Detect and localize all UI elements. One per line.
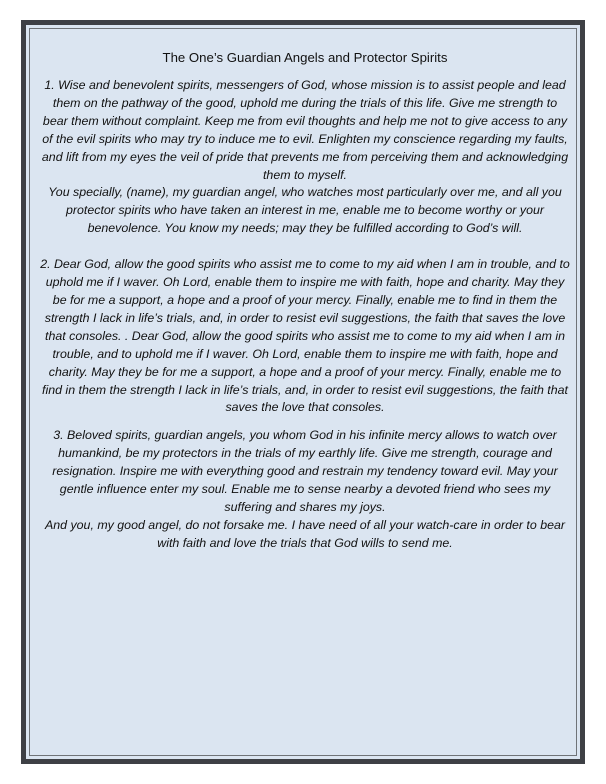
prayer-3-paragraph: 3. Beloved spirits, guardian angels, you whom God in his infinite mercy allows to watch over humankind, be my protectors in the trials of my earthly life. Give me strength, courage and resignation. Inspire me with everything good and restrain my tendency toward evil. May your gentle influence enter my soul. Enable me to sense nearby a devoted friend who sees my suffering and shares my joys.	[52, 428, 558, 514]
prayer-3-continuation: And you, my good angel, do not forsake me. I have need of all your watch-care in order to bear with faith and love the trials that God wills to send me.	[44, 517, 566, 550]
prayer-2-paragraph: 2. Dear God, allow the good spirits who assist me to come to my aid when I am in trouble, and to uphold me if I waver. Oh Lord, enable them to inspire me with faith, hope and charity. May they be for me a support, a hope and a proof of your mercy. Finally, enable me to find in them the strength I lack in life’s trials, and, in order to resist evil suggestions, the faith that saves the love that consoles. . Dear God, allow the good spirits who assist me to come to my aid when I am in trouble, and to uphold me if I waver. Oh Lord, enable them to inspire me with faith, hope and charity. May they be for me a support, a hope and a proof of your mercy. Finally, enable me to find in them the strength I lack in life’s trials, and, in order to resist evil suggestions, the faith that saves the love that consoles.	[40, 257, 570, 415]
page-title: The One’s Guardian Angels and Protector Spirits	[162, 50, 448, 65]
prayer-1-continuation: You specially, (name), my guardian angel, who watches most particularly over me, and all you protector spirits who have taken an interest in me, enable me to become worthy or your benevolence. You know my needs; may they be fulfilled according to God’s will.	[48, 185, 562, 236]
paragraph-spacer	[40, 238, 570, 256]
prayer-1-paragraph: 1. Wise and benevolent spirits, messengers of God, whose mission is to assist people and lead them on the pathway of the good, uphold me during the trials of this life. Give me strength to bear them without complaint. Keep me from evil thoughts and help me not to give access to any of the evil spirits who may try to induce me to evil. Enlighten my conscience regarding my faults, and lift from my eyes the veil of pride that prevents me from perceiving them and acknowledging them to myself.	[41, 78, 569, 182]
document-body	[40, 49, 570, 553]
paragraph-spacer	[40, 417, 570, 427]
